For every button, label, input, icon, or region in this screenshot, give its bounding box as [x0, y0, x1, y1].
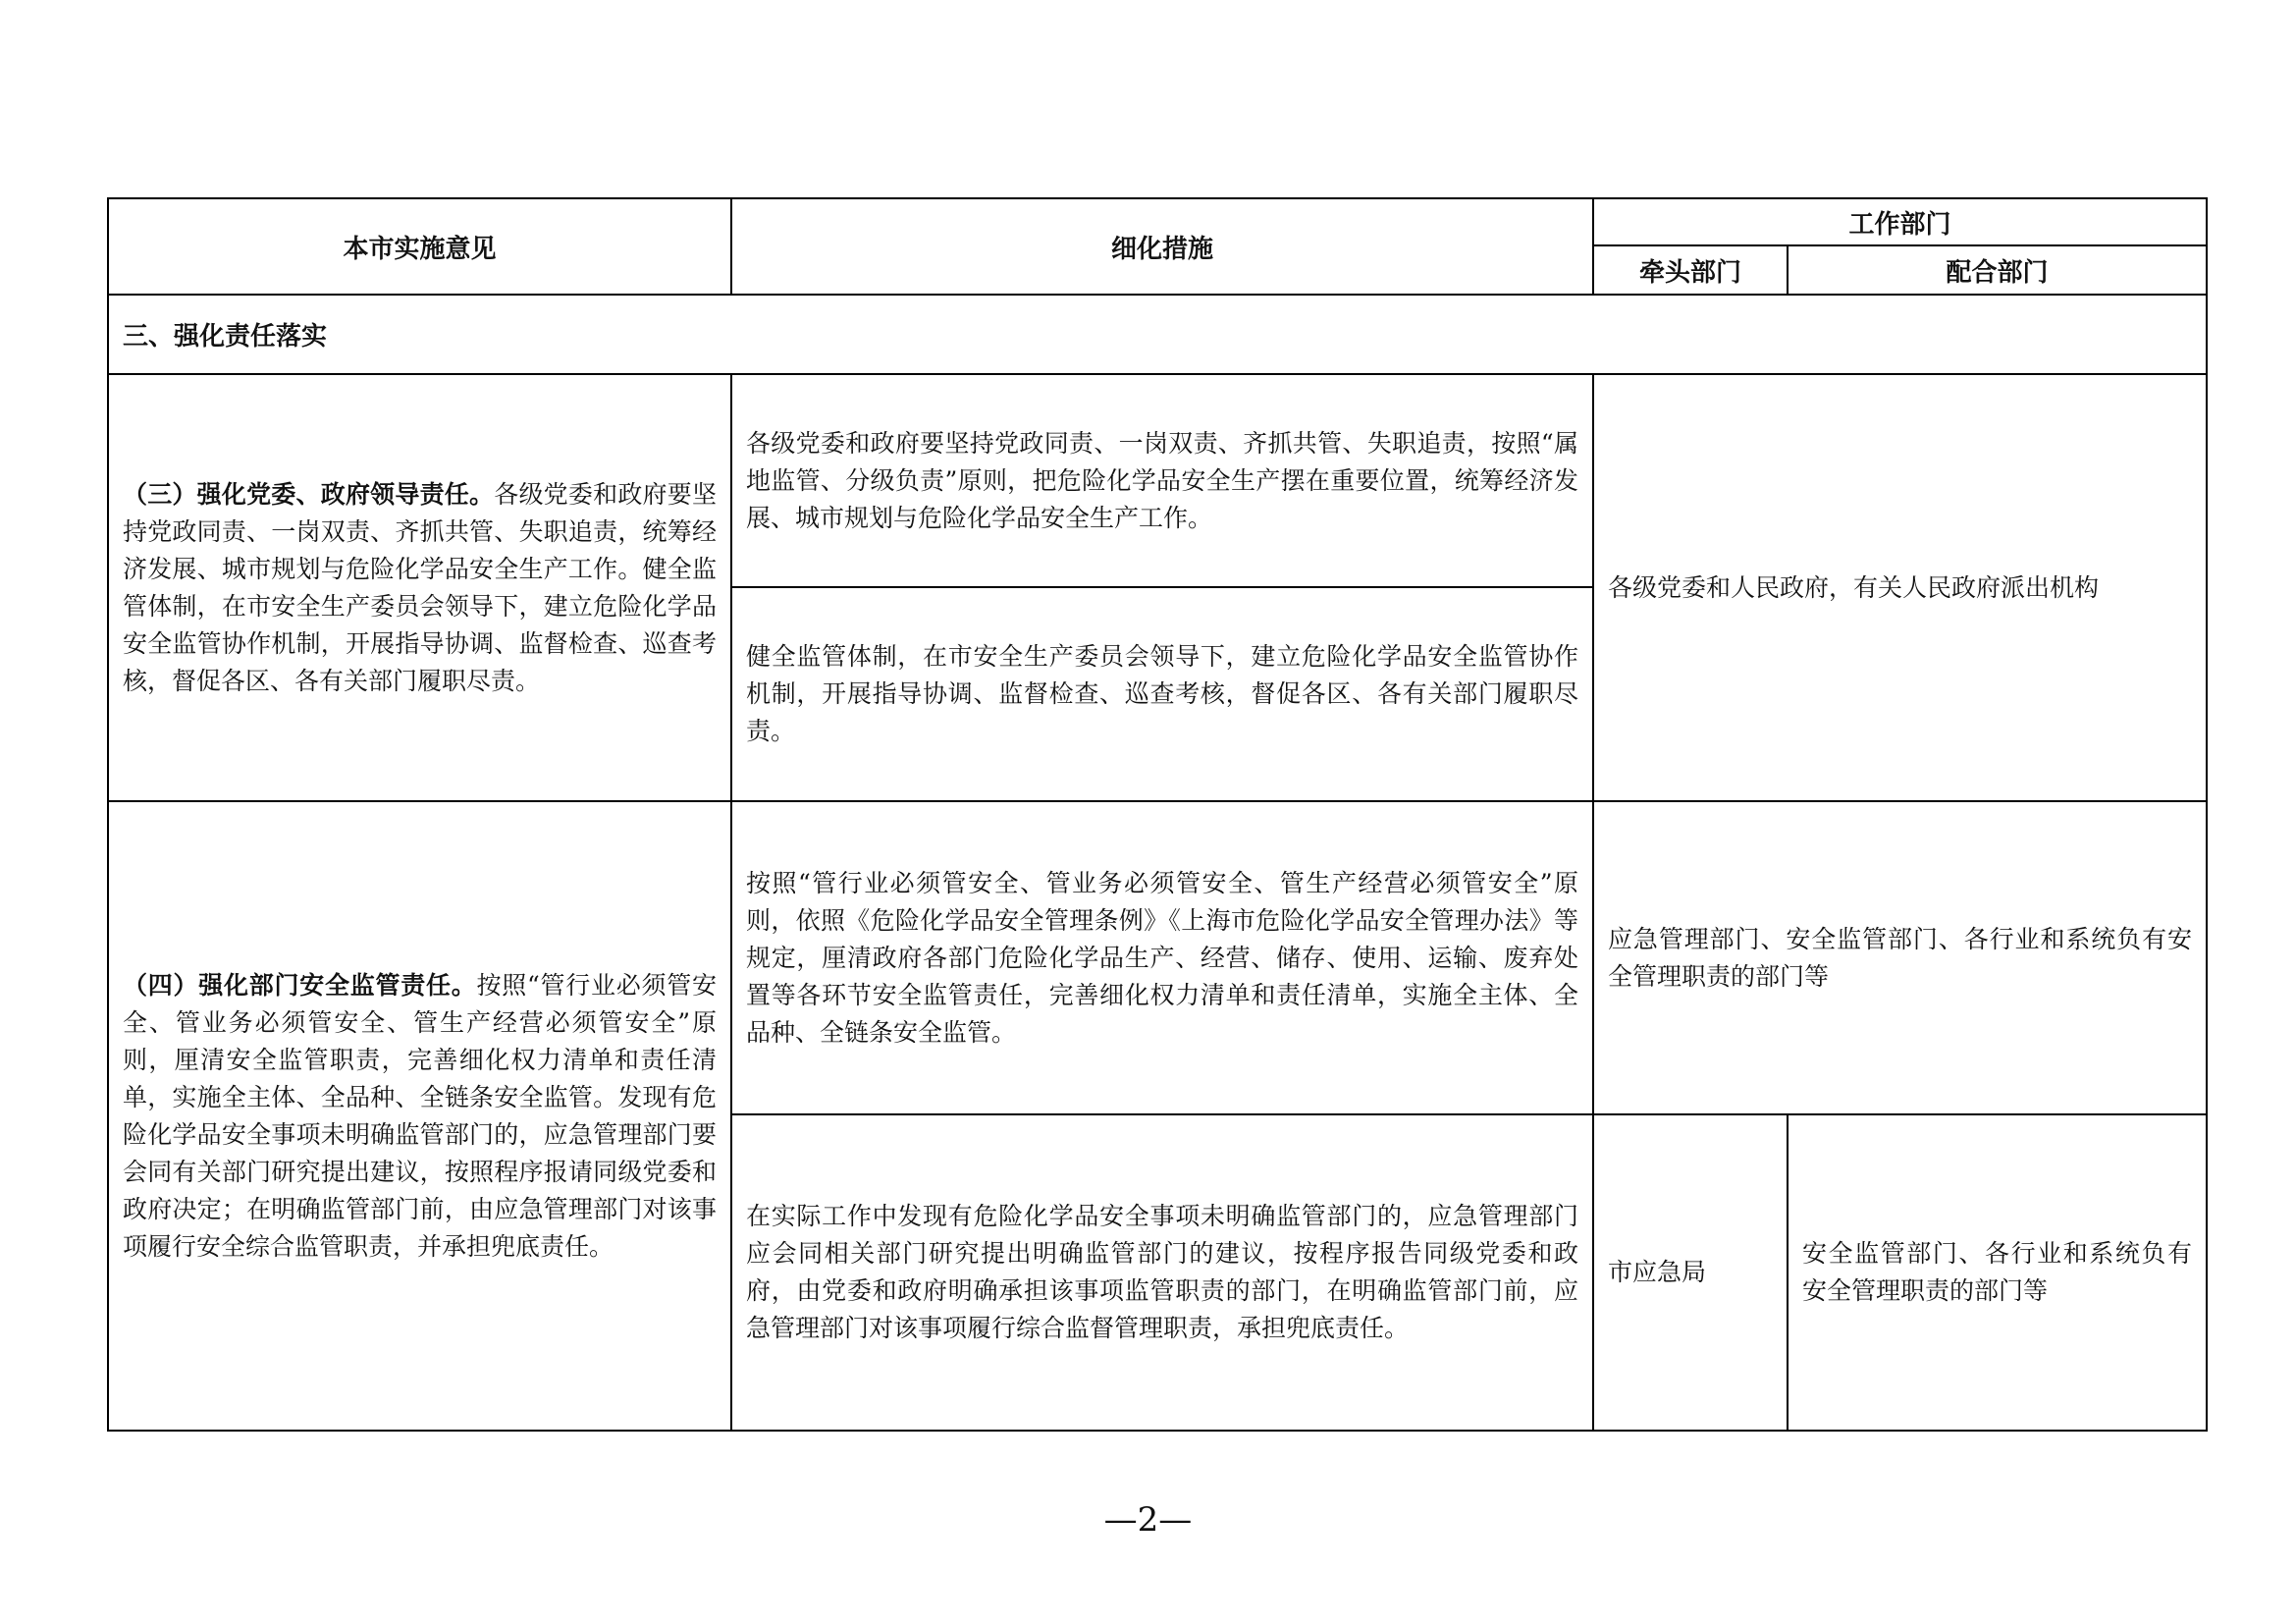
measure-cell: 健全监管体制，在市安全生产委员会领导下，建立危险化学品安全监管协作机制，开展指导协调、监督检查、巡查考核，督促各区、各有关部门履职尽责。 — [731, 587, 1593, 801]
header-opinion: 本市实施意见 — [108, 198, 731, 295]
departments-cell: 应急管理部门、安全监管部门、各行业和系统负有安全管理职责的部门等 — [1593, 801, 2207, 1114]
opinion-cell — [108, 374, 731, 801]
opinion-heading: （四）强化部门安全监管责任。 — [123, 970, 477, 1000]
section-title: 三、强化责任落实 — [108, 295, 2207, 374]
header-measures: 细化措施 — [731, 198, 1593, 295]
measure-cell: 在实际工作中发现有危险化学品安全事项未明确监管部门的，应急管理部门应会同相关部门研究提出明确监管部门的建议，按程序报告同级党委和政府，由党委和政府明确承担该事项监管职责的部门，在明确监管部门前，应急管理部门对该事项履行综合监督管理职责，承担兜底责任。 — [731, 1114, 1593, 1431]
opinion-heading: （三）强化党委、政府领导责任。 — [123, 479, 495, 509]
measure-cell: 各级党委和政府要坚持党政同责、一岗双责、齐抓共管、失职追责，按照“属地监管、分级负责”原则，把危险化学品安全生产摆在重要位置，统筹经济发展、城市规划与危险化学品安全生产工作。 — [731, 374, 1593, 587]
table-row — [108, 374, 2207, 587]
header-row-1 — [108, 198, 2207, 245]
page-number: —2— — [1103, 1500, 1193, 1540]
header-cooperate: 配合部门 — [1788, 245, 2207, 295]
measure-cell: 按照“管行业必须管安全、管业务必须管安全、管生产经营必须管安全”原则，依照《危险化学品安全管理条例》《上海市危险化学品安全管理办法》等规定，厘清政府各部门危险化学品生产、经营、储存、使用、运输、废弃处置等各环节安全监管责任，完善细化权力清单和责任清单，实施全主体、全品种、全链条安全监管。 — [731, 801, 1593, 1114]
cooperate-department-cell: 安全监管部门、各行业和系统负有安全管理职责的部门等 — [1788, 1114, 2207, 1431]
opinion-body: 各级党委和政府要坚持党政同责、一岗双责、齐抓共管、失职追责，统筹经济发展、城市规划与危险化学品安全生产工作。健全监管体制，在市安全生产委员会领导下，建立危险化学品安全监管协作机制，开展指导协调、监督检查、巡查考核，督促各区、各有关部门履职尽责。 — [123, 479, 717, 695]
departments-cell: 各级党委和人民政府，有关人民政府派出机构 — [1593, 374, 2207, 801]
opinion-cell — [108, 801, 731, 1431]
measures-table — [107, 197, 2208, 1432]
header-departments: 工作部门 — [1593, 198, 2207, 245]
section-row — [108, 295, 2207, 374]
header-lead: 牵头部门 — [1593, 245, 1788, 295]
opinion-body: 按照“管行业必须管安全、管业务必须管安全、管生产经营必须管安全”原则，厘清安全监管职责，完善细化权力清单和责任清单，实施全主体、全品种、全链条安全监管。发现有危险化学品安全事项未明确监管部门的，应急管理部门要会同有关部门研究提出建议，按照程序报请同级党委和政府决定；在明确监管部门前，由应急管理部门对该事项履行安全综合监管职责，并承担兜底责任。 — [123, 970, 717, 1261]
lead-department-cell: 市应急局 — [1593, 1114, 1788, 1431]
table-row — [108, 801, 2207, 1114]
